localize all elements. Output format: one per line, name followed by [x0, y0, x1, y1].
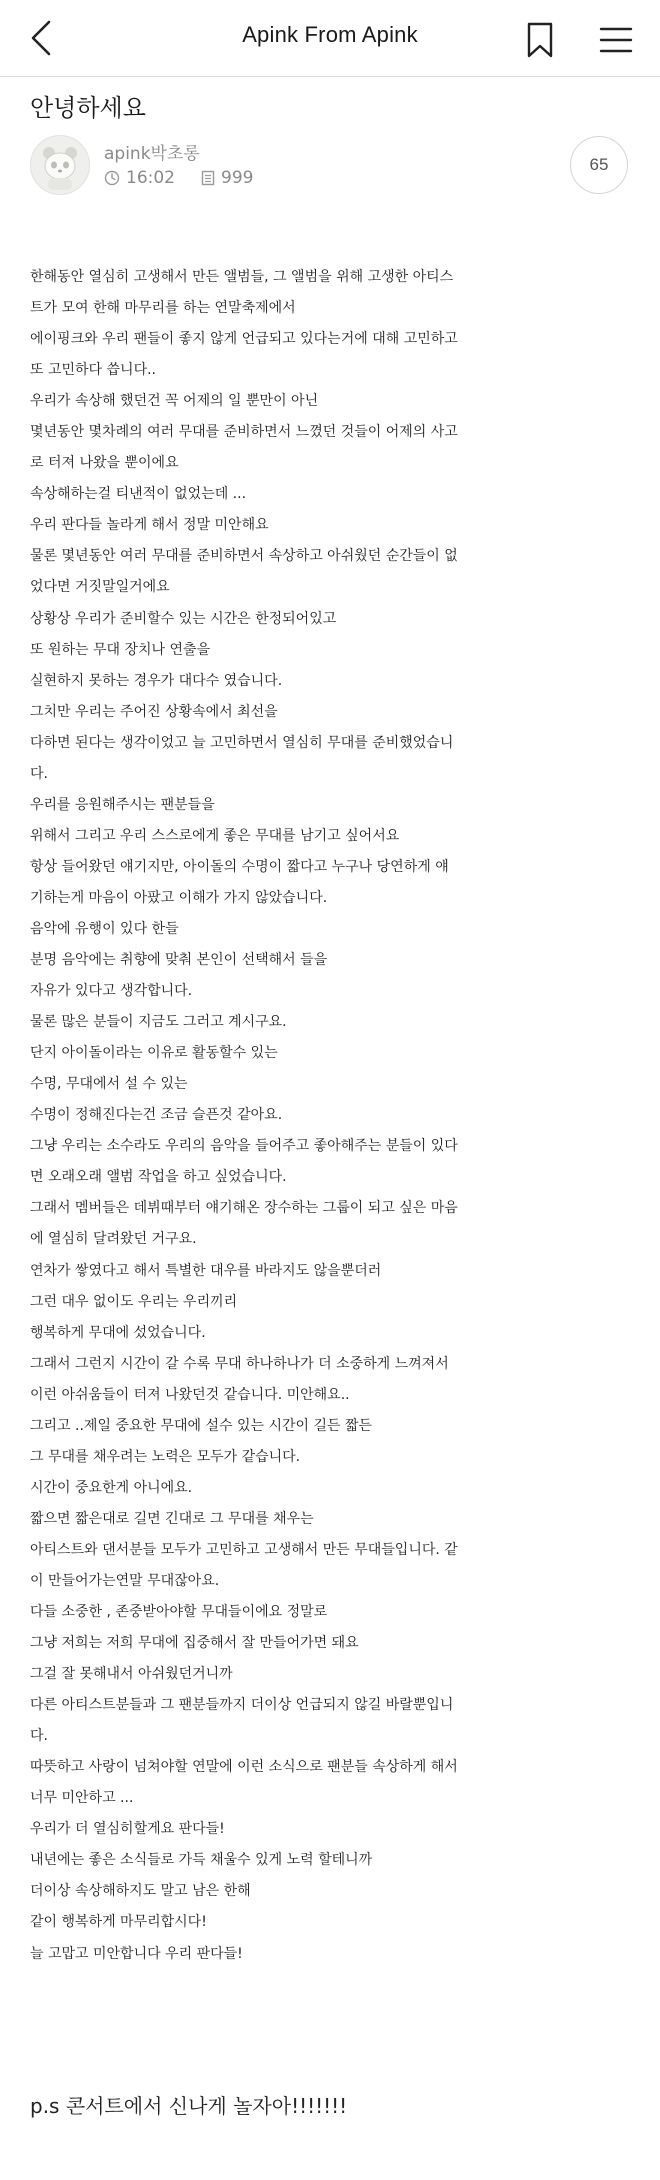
body-line: 그런 대우 없이도 우리는 우리끼리	[30, 1293, 238, 1310]
body-line: 아티스트와 댄서분들 모두가 고민하고 고생해서 만든 무대들입니다. 같	[30, 1541, 458, 1558]
clock-icon	[104, 170, 120, 186]
body-line: 더이상 속상해하지도 말고 남은 한해	[30, 1883, 251, 1900]
comment-count-button[interactable]: 65	[570, 136, 628, 194]
body-line: 단지 아이돌이라는 이유로 활동할수 있는	[30, 1045, 278, 1062]
body-line: 이런 아쉬움들이 터져 나왔던것 같습니다. 미안해요..	[30, 1386, 350, 1403]
body-line: 에이핑크와 우리 팬들이 좋지 않게 언급되고 있다는거에 대해 고민하고	[30, 331, 458, 348]
bookmark-button[interactable]	[514, 14, 566, 66]
body-line: 그걸 잘 못해내서 아쉬웠던거니까	[30, 1666, 233, 1683]
body-line: 위해서 그리고 우리 스스로에게 좋은 무대를 남기고 싶어서요	[30, 827, 400, 844]
body-line: 행복하게 무대에 섰었습니다.	[30, 1324, 206, 1341]
post-time: 16:02	[126, 168, 175, 188]
body-line: 에 열심히 달려왔던 거구요.	[30, 1231, 197, 1248]
body-line: 자유가 있다고 생각합니다.	[30, 983, 193, 1000]
author-name[interactable]: apink박초롱	[104, 144, 200, 164]
body-line: 로 터져 나왔을 뿐이에요	[30, 455, 179, 472]
body-line: 너무 미안하고 ...	[30, 1790, 134, 1807]
body-line: 연차가 쌓였다고 해서 특별한 대우를 바라지도 않을뿐더러	[30, 1262, 382, 1279]
body-line: 그 무대를 채우려는 노력은 모두가 같습니다.	[30, 1448, 301, 1465]
body-line: 상황상 우리가 준비할수 있는 시간은 한정되어있고	[30, 610, 337, 627]
body-line: 음악에 유행이 있다 한들	[30, 920, 179, 937]
body-line: 또 원하는 무대 장치나 연출을	[30, 641, 211, 658]
post-meta	[104, 168, 253, 188]
body-line: 그래서 그런지 시간이 갈 수록 무대 하나하나가 더 소중하게 느껴져서	[30, 1355, 449, 1372]
body-line: 또 고민하다 씁니다..	[30, 362, 156, 379]
body-line: 었다면 거짓말일거에요	[30, 579, 170, 596]
body-line: 그래서 멤버들은 데뷔때부터 얘기해온 장수하는 그룹이 되고 싶은 마음	[30, 1200, 458, 1217]
body-line: 그리고 ..제일 중요한 무대에 설수 있는 시간이 길든 짧든	[30, 1417, 373, 1434]
post-postscript: p.s 콘서트에서 신나게 놀자아!!!!!!!	[30, 2094, 348, 2118]
body-line: 기하는게 마음이 아팠고 이해가 가지 않았습니다.	[30, 889, 328, 906]
body-line: 다들 소중한 , 존중받아야할 무대들이에요 정말로	[30, 1604, 328, 1621]
body-line: 트가 모여 한해 마무리를 하는 연말축제에서	[30, 300, 296, 317]
body-line: 실현하지 못하는 경우가 대다수 였습니다.	[30, 672, 283, 689]
app-title: Apink From Apink	[242, 22, 418, 47]
menu-button[interactable]	[588, 14, 644, 66]
body-line: 수명, 무대에서 설 수 있는	[30, 1076, 188, 1093]
body-line: 우리 판다들 놀라게 해서 정말 미안해요	[30, 517, 269, 534]
view-count: 999	[221, 168, 254, 188]
body-line: 항상 들어왔던 얘기지만, 아이돌의 수명이 짧다고 누구나 당연하게 얘	[30, 858, 449, 875]
body-line: 같이 행복하게 마무리합시다!	[30, 1914, 207, 1931]
body-line: 그냥 우리는 소수라도 우리의 음악을 들어주고 좋아해주는 분들이 있다	[30, 1138, 458, 1155]
body-line: 수명이 정해진다는건 조금 슬픈것 같아요.	[30, 1107, 283, 1124]
body-line: 물론 많은 분들이 지금도 그러고 계시구요.	[30, 1014, 287, 1031]
body-line: 따뜻하고 사랑이 넘쳐야할 연말에 이런 소식으로 팬분들 속상하게 해서	[30, 1759, 458, 1776]
avatar[interactable]	[30, 135, 90, 195]
body-line: 시간이 중요한게 아니에요.	[30, 1479, 193, 1496]
body-line: 우리가 속상해 했던건 꼭 어제의 일 뿐만이 아닌	[30, 393, 319, 410]
document-views-icon	[201, 170, 215, 186]
body-line: 그냥 저희는 저희 무대에 집중해서 잘 만들어가면 돼요	[30, 1635, 359, 1652]
post-title: 안녕하세요	[30, 94, 146, 122]
body-line: 속상해하는걸 티낸적이 없었는데 ...	[30, 486, 247, 503]
body-line: 다하면 된다는 생각이었고 늘 고민하면서 열심히 무대를 준비했었습니	[30, 734, 454, 751]
body-line: 면 오래오래 앨범 작업을 하고 싶었습니다.	[30, 1169, 287, 1186]
body-line: 이 만들어가는연말 무대잖아요.	[30, 1572, 220, 1589]
body-line: 우리를 응원해주시는 팬분들을	[30, 796, 215, 813]
body-line: 다른 아티스트분들과 그 팬분들까지 더이상 언급되지 않길 바랄뿐입니	[30, 1697, 454, 1714]
body-line: 내년에는 좋은 소식들로 가득 채울수 있게 노력 할테니까	[30, 1852, 373, 1869]
body-line: 분명 음악에는 취향에 맞춰 본인이 선택해서 들을	[30, 952, 328, 969]
body-line: 늘 고맙고 미안합니다 우리 판다들!	[30, 1945, 243, 1962]
body-line: 몇년동안 몇차례의 여러 무대를 준비하면서 느꼈던 것들이 어제의 사고	[30, 424, 458, 441]
body-line: 다.	[30, 1728, 48, 1745]
panda-avatar-icon	[31, 136, 89, 194]
body-line: 다.	[30, 765, 48, 782]
body-line: 물론 몇년동안 여러 무대를 준비하면서 속상하고 아쉬웠던 순간들이 없	[30, 548, 458, 565]
post-body	[30, 262, 650, 1970]
body-line: 짧으면 짧은대로 길면 긴대로 그 무대를 채우는	[30, 1510, 314, 1527]
body-line: 그치만 우리는 주어진 상황속에서 최선을	[30, 703, 278, 720]
hamburger-menu-icon	[599, 25, 633, 55]
body-line: 우리가 더 열심히할게요 판다들!	[30, 1821, 225, 1838]
body-line: 한해동안 열심히 고생해서 만든 앨범들, 그 앨범을 위해 고생한 아티스	[30, 269, 454, 285]
top-app-bar	[0, 0, 660, 77]
bookmark-icon	[525, 21, 555, 59]
